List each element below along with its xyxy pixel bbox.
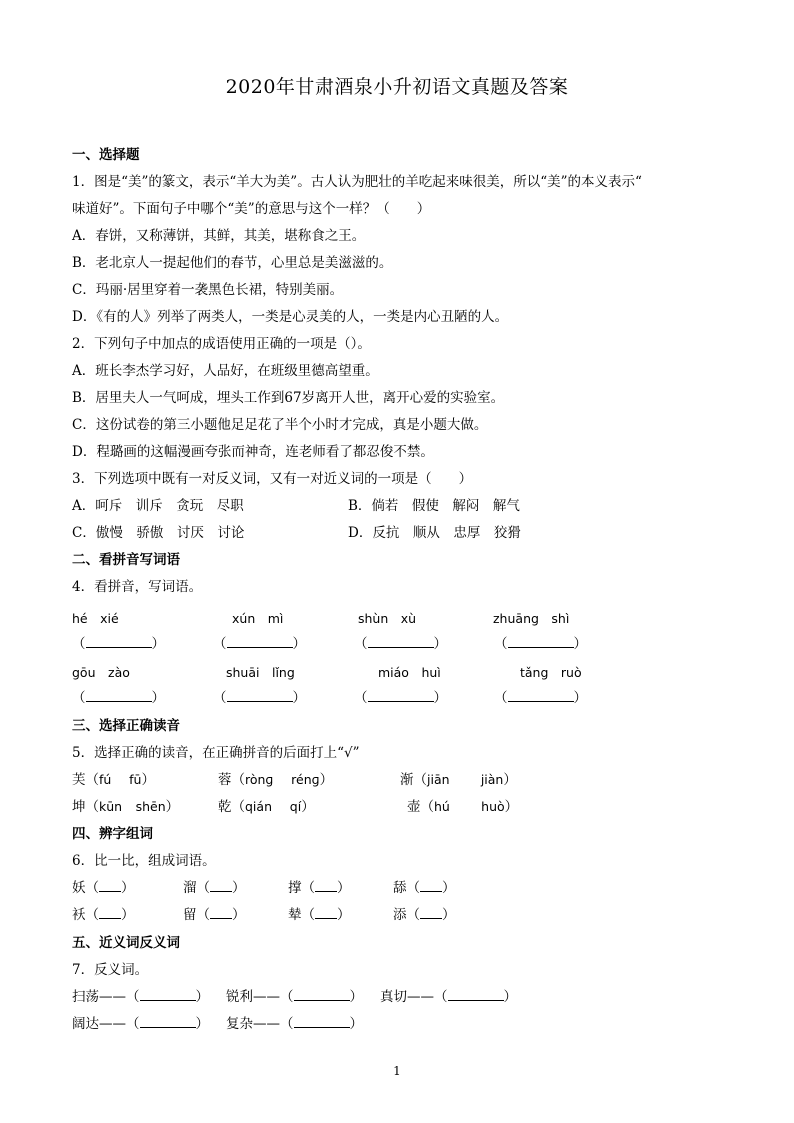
pinyin-item: miáo huì (378, 665, 441, 680)
question-3-stem: 3．下列选项中既有一对反义词，又有一对近义词的一项是（ ） (72, 471, 473, 487)
word-blank[interactable]: 舔（ ） (393, 880, 456, 896)
word-blank[interactable]: 妖（ ） (72, 880, 135, 896)
reading-choice: 乾（qián qí） (218, 799, 315, 815)
reading-choice: 蓉（rònɡ rénɡ） (218, 772, 334, 788)
antonym-blank[interactable]: 真切——（ ） (380, 989, 517, 1005)
section-heading: 三、选择正确读音 (72, 718, 180, 734)
question-4-stem: 4．看拼音，写词语。 (72, 579, 203, 595)
blank-line[interactable] (508, 689, 574, 702)
word-blank[interactable]: 留（ ） (183, 907, 246, 923)
pinyin-item: xún mì (232, 611, 284, 626)
blank-line[interactable] (227, 689, 293, 702)
blank-line[interactable] (227, 635, 293, 648)
q3-option-b: B．倘若 假使 解闷 解气 (348, 498, 520, 514)
section-heading: 二、看拼音写词语 (72, 552, 180, 568)
blank-line[interactable] (86, 689, 152, 702)
answer-blank[interactable]: （ ） (354, 690, 447, 706)
answer-blank[interactable]: （ ） (213, 690, 306, 706)
word-blank[interactable]: 袄（ ） (72, 907, 135, 923)
q1-option-c: C．玛丽·居里穿着一袭黑色长裙，特别美丽。 (72, 282, 344, 298)
section-heading: 四、辨字组词 (72, 826, 153, 842)
q3-option-c: C．傲慢 骄傲 讨厌 讨论 (72, 525, 245, 541)
reading-choice: 坤（kūn shēn） (72, 799, 180, 815)
antonym-blank[interactable]: 复杂——（ ） (226, 1016, 363, 1032)
pinyin-item: zhuāng shì (493, 611, 570, 626)
q2-option-d: D．程璐画的这幅漫画夸张而神奇，连老师看了都忍俊不禁。 (72, 444, 434, 460)
answer-blank[interactable]: （ ） (72, 690, 165, 706)
blank-line[interactable] (86, 635, 152, 648)
word-blank[interactable]: 撑（ ） (288, 880, 351, 896)
question-2-stem: 2．下列句子中加点的成语使用正确的一项是（）。 (72, 336, 371, 352)
blank-line[interactable] (508, 635, 574, 648)
pinyin-item: shùn xù (358, 611, 417, 626)
q1-option-a: A．春饼，又称薄饼，其鲜，其美，堪称食之王。 (72, 228, 366, 244)
q2-option-c: C．这份试卷的第三小题他足足花了半个小时才完成，真是小题大做。 (72, 417, 488, 433)
question-5-stem: 5．选择正确的读音，在正确拼音的后面打上“√” (72, 745, 360, 761)
question-1-stem: 1．图是“美”的篆文，表示“羊大为美”。古人认为肥壮的羊吃起来味很美，所以“美”的本义表示“ (72, 174, 642, 190)
word-blank[interactable]: 辇（ ） (288, 907, 351, 923)
section-heading: 五、近义词反义词 (72, 935, 180, 951)
antonym-blank[interactable]: 阔达——（ ） (72, 1016, 209, 1032)
section-heading: 一、选择题 (72, 147, 140, 163)
question-7-stem: 7．反义词。 (72, 962, 149, 978)
q2-option-a: A．班长李杰学习好，人品好，在班级里德高望重。 (72, 363, 379, 379)
answer-blank[interactable]: （ ） (354, 636, 447, 652)
pinyin-item: shuāi lǐng (226, 665, 295, 680)
question-1-stem-cont: 味道好”。下面句子中哪个“美”的意思与这个一样？（ ） (72, 201, 431, 217)
antonym-blank[interactable]: 扫荡——（ ） (72, 989, 209, 1005)
answer-blank[interactable]: （ ） (213, 636, 306, 652)
reading-choice: 壶（hú huò） (407, 799, 519, 815)
answer-blank[interactable]: （ ） (494, 690, 587, 706)
q1-option-d: D．《有的人》列举了两类人，一类是心灵美的人，一类是内心丑陋的人。 (72, 309, 509, 325)
answer-blank[interactable]: （ ） (494, 636, 587, 652)
q1-option-b: B．老北京人一提起他们的春节，心里总是美滋滋的。 (72, 255, 393, 271)
blank-line[interactable] (368, 635, 434, 648)
page-number: 1 (393, 1064, 401, 1078)
question-6-stem: 6．比一比，组成词语。 (72, 853, 216, 869)
page-title: 2020年甘肃酒泉小升初语文真题及答案 (225, 76, 569, 98)
q2-option-b: B．居里夫人一气呵成，埋头工作到67岁离开人世，离开心爱的实验室。 (72, 390, 505, 406)
pinyin-item: hé xié (72, 611, 119, 626)
blank-line[interactable] (368, 689, 434, 702)
pinyin-item: tǎng ruò (520, 665, 582, 680)
reading-choice: 芙（fú fū） (72, 772, 155, 788)
word-blank[interactable]: 溜（ ） (183, 880, 246, 896)
antonym-blank[interactable]: 锐利——（ ） (226, 989, 363, 1005)
pinyin-item: gōu zào (72, 665, 130, 680)
reading-choice: 渐（jiān jiàn） (400, 772, 517, 788)
answer-blank[interactable]: （ ） (72, 636, 165, 652)
word-blank[interactable]: 添（ ） (393, 907, 456, 923)
q3-option-d: D．反抗 顺从 忠厚 狡猾 (348, 525, 521, 541)
q3-option-a: A．呵斥 训斥 贪玩 尽职 (72, 498, 244, 514)
